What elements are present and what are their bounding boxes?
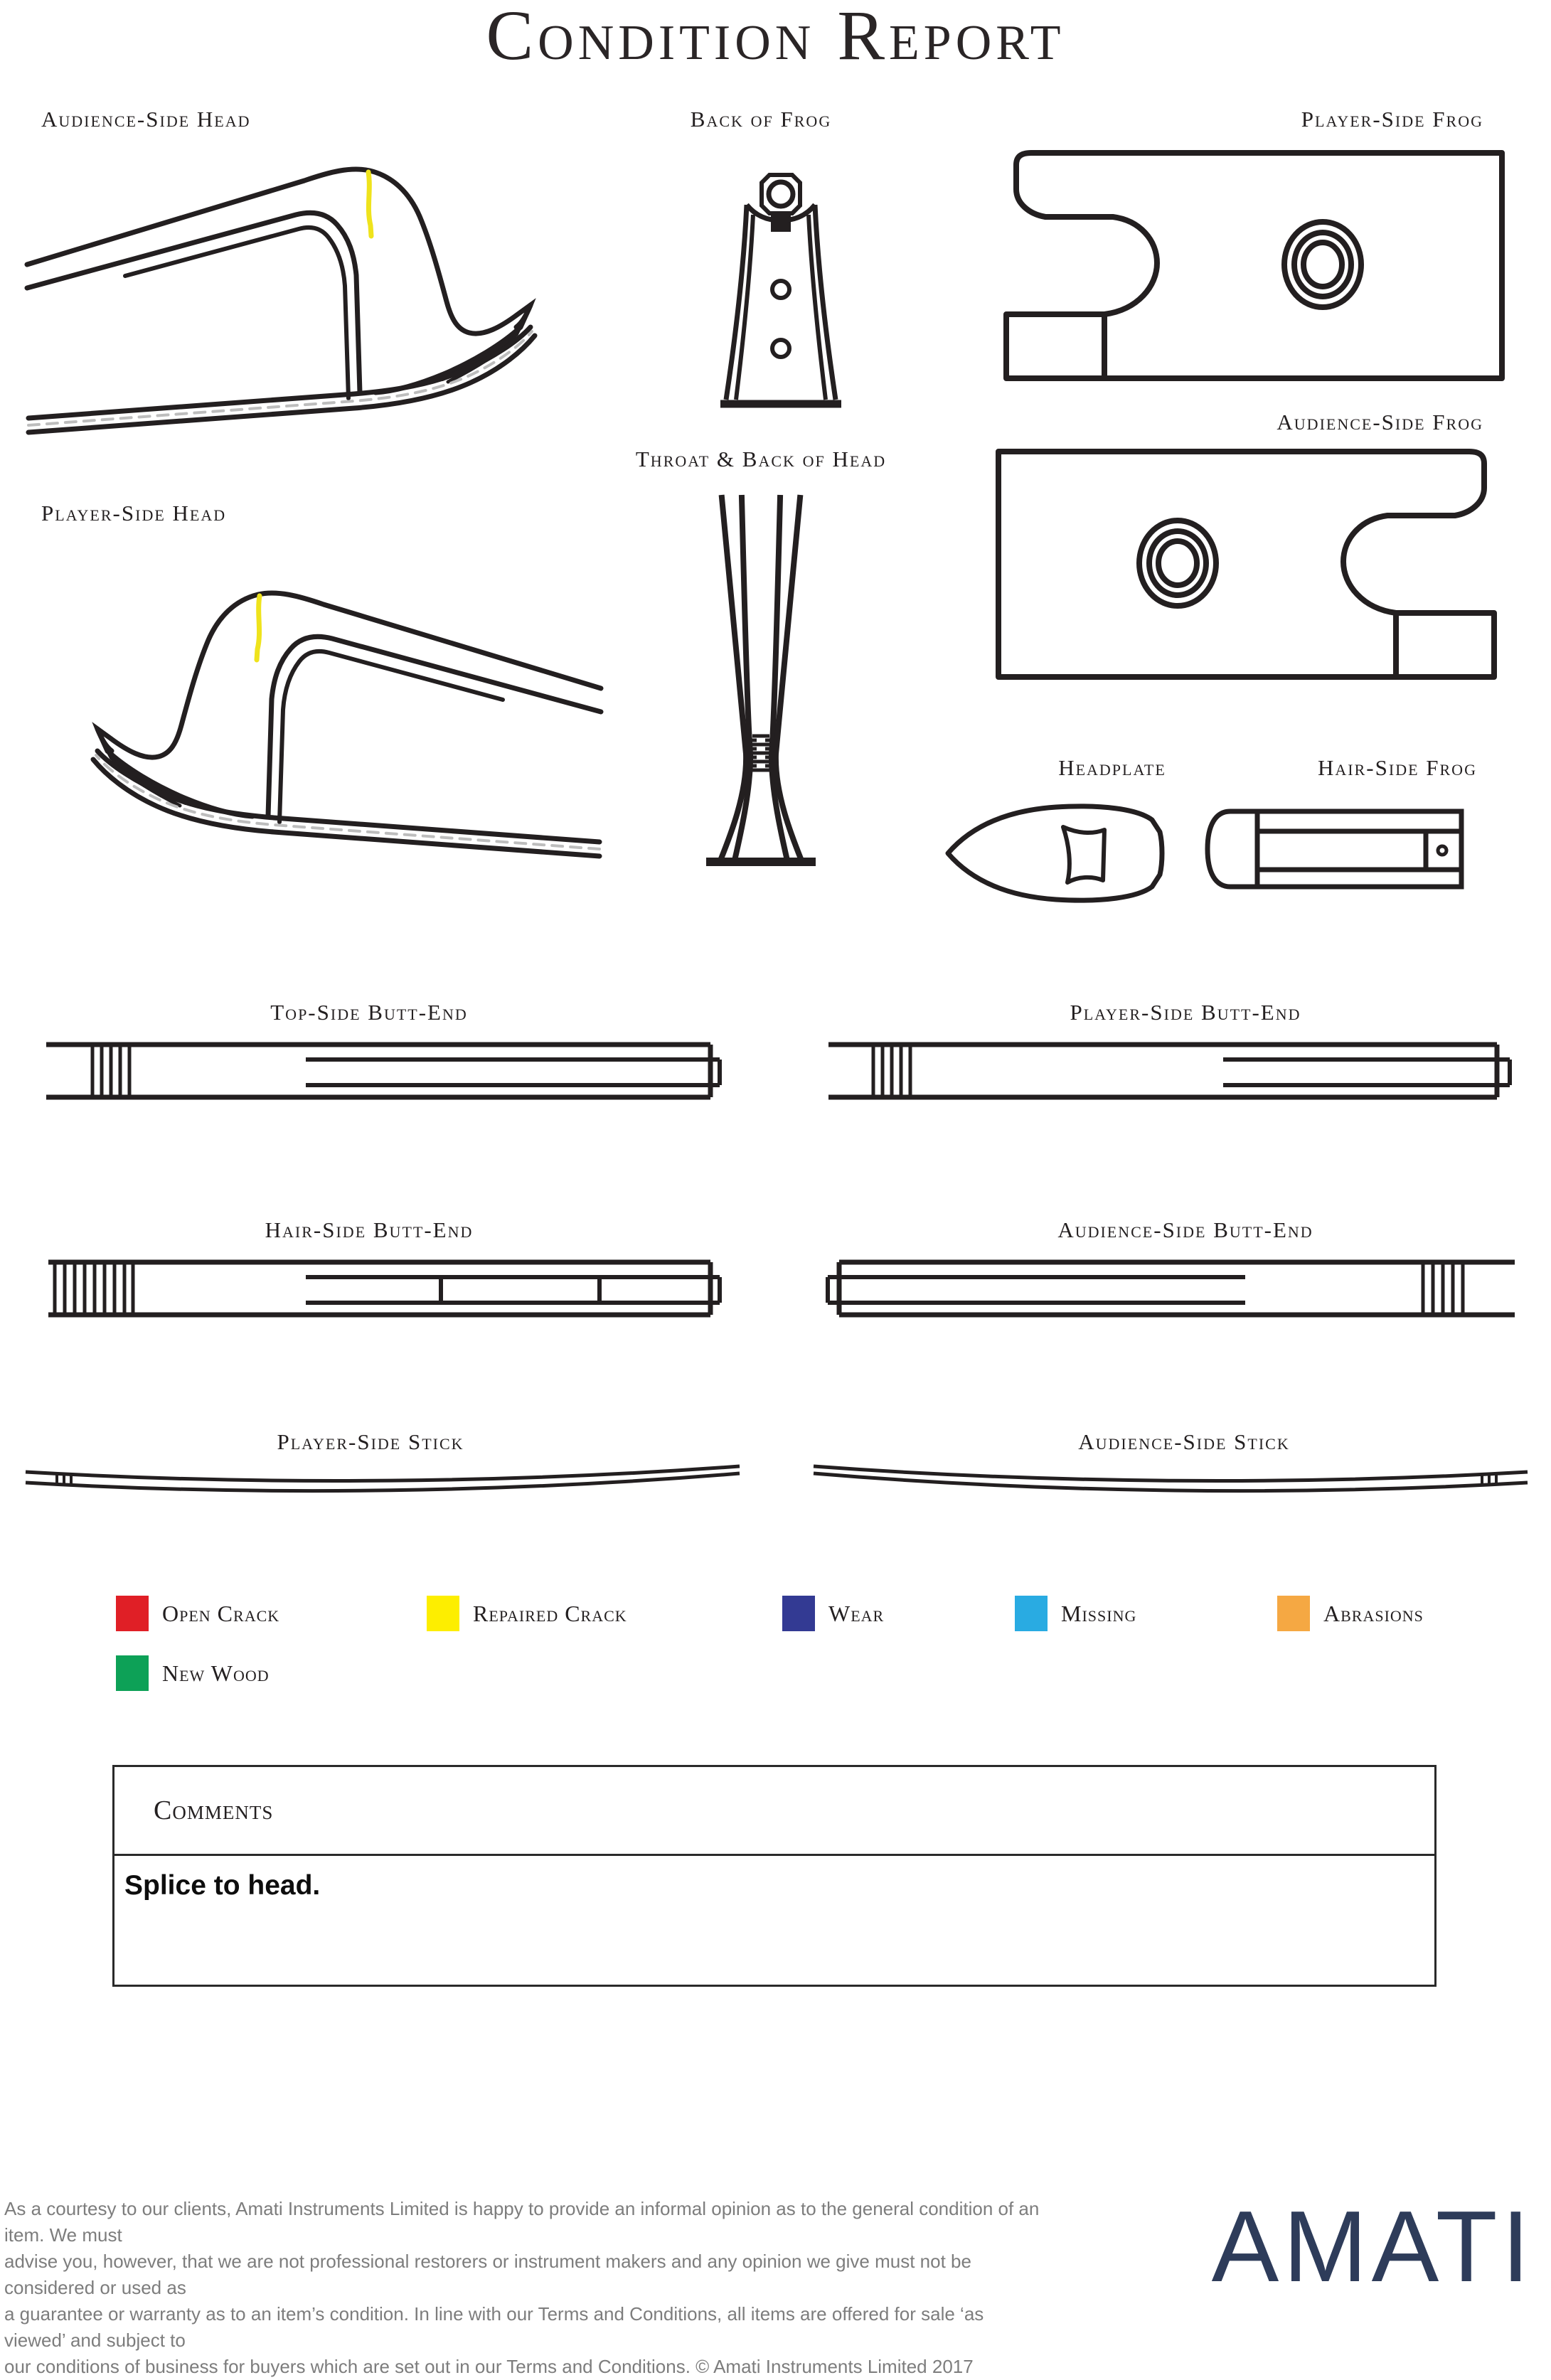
audience-side-frog-figure: [967, 404, 1537, 745]
label-audience-side-butt-end: Audience-Side Butt-End: [1057, 1217, 1313, 1242]
legend-swatch-repaired-crack: [427, 1596, 459, 1631]
frog-eye-inner: [1304, 242, 1342, 287]
legend-label-missing: Missing: [1061, 1601, 1137, 1626]
audience-side-butt-end-figure: [825, 1257, 1518, 1320]
label-top-side-butt-end: Top-Side Butt-End: [270, 1000, 468, 1025]
label-throat-back-of-head: Throat & Back of Head: [635, 447, 887, 471]
legend-label-new-wood: New Wood: [162, 1660, 270, 1686]
legend-swatch-open-crack: [116, 1596, 149, 1631]
label-player-side-frog: Player-Side Frog: [1301, 107, 1483, 132]
repaired-crack-mark: [368, 172, 371, 236]
comments-text: Splice to head.: [124, 1870, 321, 1901]
legend-swatch-abrasions: [1277, 1596, 1310, 1631]
winding-hatch: [55, 1262, 133, 1315]
eyelet-lower: [772, 340, 789, 357]
winding-hatch: [1423, 1262, 1463, 1315]
winding-hatch: [873, 1045, 910, 1097]
legend-swatch-new-wood: [116, 1655, 149, 1691]
pin: [1438, 846, 1446, 855]
hair-top: [28, 327, 531, 418]
disclaimer-line: our conditions of business for buyers which are set out in our Terms and Conditions. © Amati Instruments Limited 2017: [4, 2356, 974, 2377]
adjuster-eye: [769, 182, 793, 206]
disclaimer: [4, 2196, 1050, 2380]
label-hair-side-frog: Hair-Side Frog: [1318, 755, 1477, 780]
stick-top: [814, 1466, 1528, 1480]
label-player-side-stick: Player-Side Stick: [277, 1429, 464, 1454]
player-side-stick-figure: [20, 1463, 745, 1493]
label-hair-side-butt-end: Hair-Side Butt-End: [265, 1217, 474, 1242]
headplate-mortise: [1063, 827, 1104, 882]
label-player-side-butt-end: Player-Side Butt-End: [1070, 1000, 1301, 1025]
disclaimer-line: As a courtesy to our clients, Amati Instruments Limited is happy to provide an informal opinion as to the general condition of an item. We must: [4, 2198, 1040, 2246]
frog-outline: [1006, 153, 1502, 378]
frog-left-outer: [726, 205, 747, 400]
player-side-head-figure: [39, 560, 608, 866]
legend-swatch-wear: [782, 1596, 815, 1631]
comments-box: [112, 1765, 1437, 1987]
winding-hatch: [92, 1045, 129, 1097]
repaired-crack-mark: [257, 596, 260, 660]
disclaimer-line: advise you, however, that we are not professional restorers or instrument makers and any opinion we give must not be considered or used as: [4, 2251, 971, 2298]
legend-swatch-missing: [1015, 1596, 1048, 1631]
throat-back-of-head-figure: [700, 494, 821, 868]
frog-underside-outline: [1208, 811, 1461, 887]
label-audience-side-frog: Audience-Side Frog: [1276, 410, 1483, 434]
disclaimer-line: a guarantee or warranty as to an item’s condition. In line with our Terms and Conditions, all items are offered for sale ‘as viewed’ and subject to: [4, 2303, 984, 2351]
label-audience-side-head: Audience-Side Head: [41, 107, 251, 132]
label-audience-side-stick: Audience-Side Stick: [1078, 1429, 1290, 1454]
eyelet-upper: [772, 281, 789, 298]
label-headplate: Headplate: [1058, 755, 1166, 780]
page-title: Condition Report: [486, 0, 1065, 75]
legend-label-abrasions: Abrasions: [1323, 1601, 1424, 1626]
amati-logo: AMATI: [1211, 2190, 1534, 2303]
headplate-outline: [948, 806, 1162, 900]
audience-side-head-figure: [20, 137, 589, 442]
comments-header: Comments: [114, 1767, 1434, 1856]
top-side-butt-end-figure: [43, 1040, 725, 1102]
audience-side-stick-figure: [808, 1463, 1533, 1493]
hair-side-butt-end-figure: [43, 1257, 725, 1320]
stick-top: [26, 1466, 740, 1480]
label-back-of-frog: Back of Frog: [690, 107, 832, 132]
hair-side-frog-figure: [1202, 807, 1469, 891]
legend-label-open-crack: Open Crack: [162, 1601, 280, 1626]
player-side-frog-figure: [964, 105, 1533, 447]
throat-outer: [27, 213, 360, 393]
back-of-frog-figure: [715, 165, 850, 417]
legend-label-repaired-crack: Repaired Crack: [473, 1601, 627, 1626]
frog-right-outer: [815, 205, 836, 400]
hair-bottom: [28, 336, 535, 432]
legend-label-wear: Wear: [828, 1601, 885, 1626]
headplate-figure: [942, 800, 1170, 907]
label-player-side-head: Player-Side Head: [41, 501, 227, 525]
head-outline: [27, 169, 531, 333]
player-side-butt-end-figure: [825, 1040, 1518, 1102]
